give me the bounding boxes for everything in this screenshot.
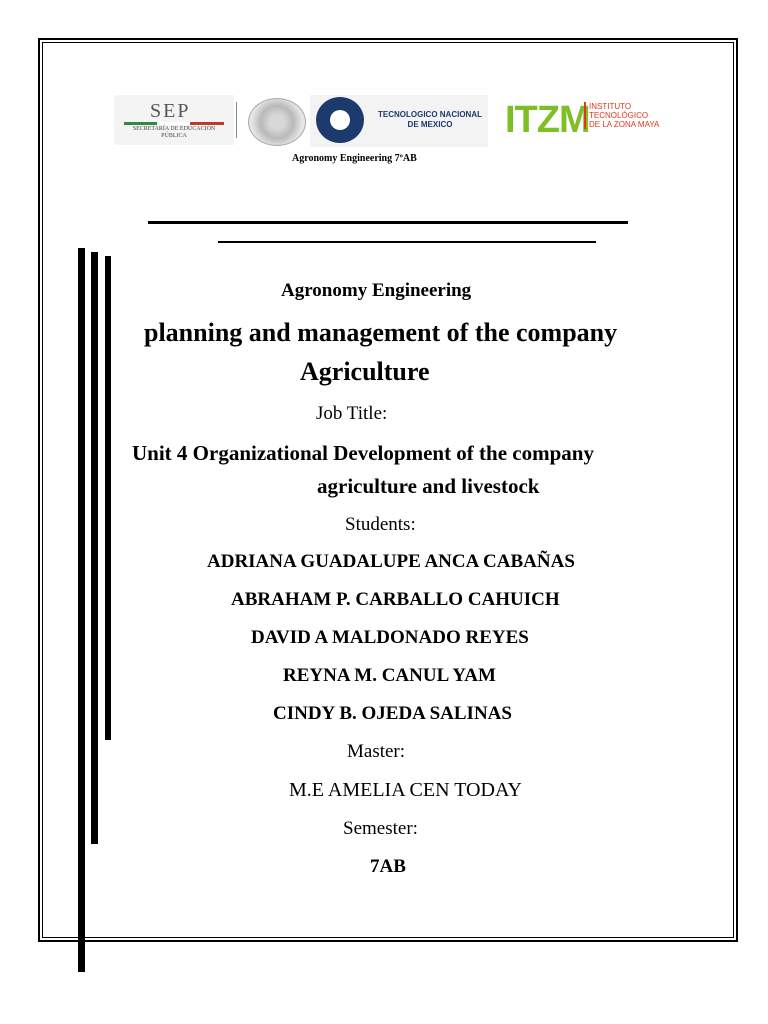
sep-logo-subtitle: SECRETARÍA DE EDUCACIÓN PÚBLICA <box>132 126 216 139</box>
logo-divider <box>236 102 237 138</box>
students-label: Students: <box>345 514 416 535</box>
tecnm-logo-name: TECNOLOGICO NACIONAL DE MEXICO <box>378 110 482 129</box>
semester-value: 7AB <box>370 856 406 877</box>
semester-label: Semester: <box>343 818 418 839</box>
student-name: ADRIANA GUADALUPE ANCA CABAÑAS <box>207 551 575 572</box>
decorative-bar-middle <box>91 252 98 844</box>
subject-title-line2: Agriculture <box>300 357 430 386</box>
subject-title-line1: planning and management of the company <box>144 318 618 347</box>
rule-top <box>148 221 628 224</box>
itzm-logo-subtitle: INSTITUTO TECNOLÓGICO DE LA ZONA MAYA <box>584 102 661 129</box>
student-name: DAVID A MALDONADO REYES <box>251 627 529 648</box>
sep-logo-name: SEP <box>150 100 191 122</box>
itzm-logo-name: ITZM <box>505 99 590 141</box>
job-title-label: Job Title: <box>316 403 388 424</box>
job-title-line1: Unit 4 Organizational Development of the company <box>132 441 594 465</box>
tecnm-gear-icon <box>316 97 364 143</box>
decorative-bar-right <box>105 256 111 740</box>
decorative-bar-left <box>78 248 85 972</box>
student-name: CINDY B. OJEDA SALINAS <box>273 703 512 724</box>
job-title-line2: agriculture and livestock <box>317 474 540 498</box>
header-caption: Agronomy Engineering 7ºAB <box>292 153 417 164</box>
student-name: REYNA M. CANUL YAM <box>283 665 496 686</box>
master-name: M.E AMELIA CEN TODAY <box>289 779 522 801</box>
national-seal-icon <box>248 98 306 146</box>
sep-logo-rule <box>124 122 224 125</box>
career-name: Agronomy Engineering <box>281 280 472 301</box>
master-label: Master: <box>347 741 406 762</box>
rule-bottom <box>218 241 596 243</box>
student-name: ABRAHAM P. CARBALLO CAHUICH <box>231 589 560 610</box>
